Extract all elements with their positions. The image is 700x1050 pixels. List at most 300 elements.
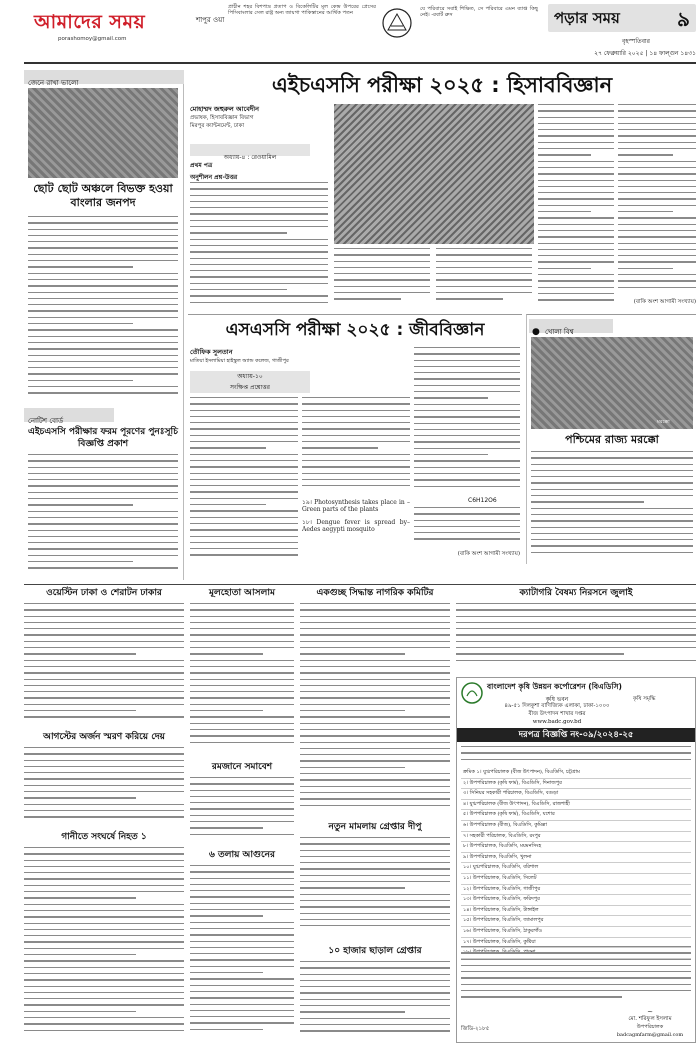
body-text-line — [618, 255, 696, 256]
body-text-line — [300, 881, 450, 882]
ad-table-row: ১৭। উপপরিচালক, বিএডিসি, কুষ্টিয়া — [461, 938, 691, 949]
ad-table-row: ১১। উপপরিচালক, বিএডিসি, সিলেট — [461, 874, 691, 885]
body-text-line — [300, 779, 450, 780]
body-text-line — [28, 530, 178, 531]
section-title: পড়ার সময় — [554, 9, 620, 27]
hsc-col3-body — [436, 248, 532, 308]
body-text-line — [24, 778, 184, 779]
body-text-line — [414, 435, 520, 436]
body-text-line — [461, 759, 691, 760]
hsc-continued: (বাকি অংশ আগামী সংখ্যায়) — [633, 299, 696, 305]
section-tag-jene-rakha: জেনে রাখা ভালো — [24, 70, 184, 84]
body-text-line — [300, 773, 450, 774]
body-text-line — [24, 954, 136, 955]
body-text-line — [28, 473, 178, 474]
body-text-line — [531, 508, 693, 509]
body-text-line — [28, 542, 178, 543]
body-text-line — [190, 729, 294, 730]
body-text-line — [300, 875, 450, 876]
body-text-line — [24, 653, 136, 654]
body-text-line — [190, 896, 294, 897]
body-text-line — [190, 239, 328, 240]
masthead-email: porashomoy@gmail.com — [58, 36, 127, 42]
body-text-line — [190, 922, 294, 923]
body-text-line — [28, 241, 178, 242]
body-text-line — [190, 622, 294, 623]
body-text-line — [334, 267, 430, 268]
body-text-line — [24, 785, 184, 786]
body-text-line — [28, 517, 178, 518]
body-text-line — [334, 292, 430, 293]
body-text-line — [24, 872, 184, 873]
body-text-line — [190, 397, 298, 398]
ad-table-row: ১০। যুগ্মপরিচালক, বিএডিসি, বরিশাল — [461, 863, 691, 874]
hsc-section — [188, 70, 696, 310]
body-text-line — [24, 766, 184, 767]
body-text-line — [414, 385, 520, 386]
body-text-line — [538, 167, 614, 168]
body-text-line — [190, 928, 294, 929]
body-text-line — [538, 293, 614, 294]
ad-table-row: ১৬। উপপরিচালক, বিএডিসি, ঠাকুরগাঁও — [461, 927, 691, 938]
body-text-line — [190, 1004, 294, 1005]
body-text-line — [190, 491, 298, 492]
body-text-line — [302, 454, 410, 455]
body-text-line — [334, 298, 401, 299]
body-text-line — [618, 180, 696, 181]
ssc-chapter-box: অধ্যায়-১০ সংক্ষিপ্ত প্রশ্নোত্তর — [190, 371, 310, 393]
body-text-line — [28, 479, 178, 480]
body-text-line — [618, 268, 673, 269]
body-text-line — [300, 850, 450, 851]
body-text-line — [538, 180, 614, 181]
story-2: মূলহোতা আসলাম — [190, 587, 294, 757]
hsc-author-block — [190, 104, 330, 144]
edition-label: শাপুর ওয়া — [196, 16, 225, 24]
hsc-col1-body — [190, 182, 328, 308]
body-text-line — [28, 266, 133, 267]
body-text-line — [531, 470, 693, 471]
body-text-line — [538, 243, 614, 244]
body-text-line — [24, 897, 136, 898]
body-text-line — [300, 906, 450, 907]
ad-building: কৃষি ভবন — [545, 696, 569, 703]
body-text-line — [190, 628, 294, 629]
body-text-line — [538, 110, 614, 111]
world-headline: পশ্চিমের রাজ্য মরক্কো — [565, 433, 659, 446]
body-text-line — [190, 653, 263, 654]
body-text-line — [28, 247, 178, 248]
body-text-line — [531, 520, 693, 521]
body-text-line — [436, 292, 532, 293]
body-text-line — [190, 479, 298, 480]
body-text-line — [302, 397, 410, 398]
body-text-line — [24, 641, 184, 642]
body-text-line — [618, 224, 696, 225]
body-text-line — [28, 229, 178, 230]
body-text-line — [300, 697, 450, 698]
body-text-line — [28, 392, 178, 393]
body-text-line — [300, 1030, 450, 1031]
ssc-col3-more — [414, 507, 520, 547]
body-text-line — [190, 679, 294, 680]
body-text-line — [300, 1011, 405, 1012]
body-text-line — [190, 603, 294, 604]
body-text-line — [538, 198, 614, 199]
body-text-line — [24, 791, 184, 792]
body-text-line — [414, 404, 520, 405]
body-text-line — [300, 999, 450, 1000]
story-3: একগুচ্ছ সিদ্ধান্ত নাগরিক কমিটির — [300, 587, 450, 817]
body-text-line — [456, 634, 696, 635]
body-text-line — [538, 217, 614, 218]
body-text-line — [414, 448, 520, 449]
body-text-line — [414, 347, 520, 348]
body-text-line — [300, 729, 450, 730]
body-text-line — [190, 1029, 263, 1030]
body-text-line — [190, 213, 328, 214]
body-text-line — [190, 808, 294, 809]
body-text-line — [302, 466, 410, 467]
body-text-line — [190, 504, 266, 505]
world-section — [526, 314, 696, 564]
body-text-line — [538, 192, 614, 193]
body-text-line — [334, 286, 430, 287]
body-text-line — [190, 947, 294, 948]
logo-text: আমাদের সময় — [34, 11, 146, 33]
body-text-line — [414, 397, 488, 398]
body-text-line — [190, 934, 294, 935]
body-text-line — [190, 959, 294, 960]
press-icon — [380, 6, 414, 44]
body-text-line — [190, 647, 294, 648]
ad-table-row: ৪। যুগ্মপরিচালক (বীজ উৎপাদন), বিএডিসি, রাজশাহী — [461, 800, 691, 811]
body-text-line — [300, 634, 450, 635]
body-text-line — [28, 304, 178, 305]
body-text-line — [28, 348, 178, 349]
signature-mark: ~ — [647, 1008, 653, 1016]
story-6: আগস্টের অর্জন স্মরণ করিয়ে দেয় — [24, 731, 184, 827]
body-text-line — [538, 224, 614, 225]
body-text-line — [24, 772, 184, 773]
body-text-line — [28, 504, 133, 505]
body-text-line — [190, 245, 328, 246]
story-1: ওয়েস্টিন ঢাকা ও শেরাটন ঢাকার — [24, 587, 184, 727]
body-text-line — [24, 760, 184, 761]
body-text-line — [302, 441, 410, 442]
page-number: ৯ — [677, 7, 690, 31]
body-text-line — [618, 173, 696, 174]
story-8: নতুন মামলায় গ্রেপ্তার দীপু — [300, 821, 450, 941]
body-text-line — [538, 287, 614, 288]
map-illustration — [28, 88, 178, 178]
body-text-line — [300, 685, 450, 686]
body-text-line — [24, 1011, 136, 1012]
body-text-line — [24, 973, 184, 974]
world-tag: ● খোলা বিশ্ব — [529, 319, 613, 333]
body-text-line — [461, 971, 691, 972]
ssc-english-2: ১৮। Dengue fever is spread by– Aedes aegypti mosquito — [302, 519, 410, 533]
ad-table-row: ক্রমিক ১। যুগ্মপরিচালক (বীজ উৎপাদন), বিএডিসি, চট্টগ্রাম — [461, 768, 691, 779]
ssc-author-block — [190, 347, 350, 371]
body-text-line — [190, 827, 263, 828]
body-text-line — [538, 211, 591, 212]
body-text-line — [28, 235, 178, 236]
body-text-line — [300, 760, 450, 761]
body-text-line — [531, 451, 693, 452]
body-text-line — [456, 628, 696, 629]
body-text-line — [28, 342, 178, 343]
body-text-line — [436, 254, 532, 255]
body-text-line — [190, 529, 298, 530]
body-text-line — [300, 862, 450, 863]
body-text-line — [24, 797, 136, 798]
body-text-line — [300, 622, 450, 623]
body-text-line — [300, 961, 450, 962]
body-text-line — [24, 923, 184, 924]
body-text-line — [538, 261, 614, 262]
body-text-line — [190, 742, 294, 743]
body-text-line — [618, 205, 696, 206]
hsc-author-school: মিরপুর ক্যান্টনমেন্ট, ঢাকা — [190, 123, 245, 129]
body-text-line — [190, 685, 294, 686]
body-text-line — [190, 188, 328, 189]
body-text-line — [24, 916, 184, 917]
world-body — [531, 451, 693, 561]
body-text-line — [24, 634, 184, 635]
body-text-line — [414, 416, 520, 417]
body-text-line — [300, 716, 450, 717]
body-text-line — [190, 723, 294, 724]
body-text-line — [300, 754, 450, 755]
ad-table-row: ৯। উপপরিচালক, বিএডিসি, খুলনা — [461, 853, 691, 864]
body-text-line — [618, 161, 696, 162]
body-text-line — [28, 317, 178, 318]
body-text-line — [190, 289, 287, 290]
body-text-line — [538, 104, 614, 105]
ad-dept: বীজ উৎপাদন শাখার দপ্তর — [528, 711, 586, 717]
body-text-line — [618, 249, 696, 250]
body-text-line — [24, 904, 184, 905]
hsc-question-header: অনুশীলন প্রশ্ন-উত্তর — [190, 174, 238, 181]
body-text-line — [414, 460, 520, 461]
hsc-exam-photo — [334, 104, 534, 244]
body-text-line — [461, 977, 691, 978]
body-text-line — [538, 280, 614, 281]
body-text-line — [190, 498, 298, 499]
body-text-line — [24, 967, 184, 968]
body-text-line — [618, 123, 696, 124]
body-text-line — [414, 486, 520, 487]
body-text-line — [28, 298, 178, 299]
body-text-line — [414, 479, 520, 480]
body-text-line — [190, 232, 287, 233]
body-text-line — [28, 222, 178, 223]
body-text-line — [531, 545, 693, 546]
ssc-headline: এসএসসি পরীক্ষা ২০২৫ : জীববিজ্ঞান — [225, 320, 485, 340]
body-text-line — [436, 298, 503, 299]
body-text-line — [531, 514, 693, 515]
body-text-line — [538, 268, 591, 269]
ad-signature: ~ মো. শরিফুল ইসলাম উপপরিচালক badcagmfarm@gmail.com — [607, 1008, 693, 1042]
body-text-line — [190, 302, 328, 303]
body-text-line — [24, 716, 184, 717]
body-text-line — [456, 660, 696, 661]
section-banner — [548, 4, 696, 32]
body-text-line — [300, 647, 450, 648]
body-text-line — [190, 1010, 294, 1011]
body-text-line — [300, 723, 450, 724]
body-text-line — [190, 295, 328, 296]
body-text-line — [618, 280, 696, 281]
body-text-line — [414, 429, 520, 430]
body-text-line — [302, 410, 410, 411]
body-text-line — [300, 786, 450, 787]
body-text-line — [300, 974, 450, 975]
body-text-line — [334, 279, 430, 280]
body-text-line — [302, 403, 410, 404]
body-text-line — [190, 220, 328, 221]
body-text-line — [414, 378, 520, 379]
body-text-line — [618, 154, 673, 155]
body-text-line — [24, 710, 136, 711]
body-text-line — [24, 616, 184, 617]
body-text-line — [618, 274, 696, 275]
hsc-author: মোহাম্মদ জহুরুল আবেদীন — [190, 105, 259, 113]
body-text-line — [24, 660, 184, 661]
body-text-line — [28, 467, 178, 468]
body-text-line — [414, 520, 520, 521]
body-text-line — [24, 603, 184, 604]
body-text-line — [24, 891, 184, 892]
body-text-line — [618, 104, 696, 105]
body-text-line — [28, 373, 178, 374]
body-text-line — [190, 884, 294, 885]
body-text-line — [461, 996, 622, 997]
story-7: ৬ তলায় আগুনের — [190, 849, 294, 1045]
body-text-line — [300, 616, 450, 617]
body-text-line — [28, 336, 178, 337]
body-text-line — [300, 837, 450, 838]
logo — [34, 8, 194, 34]
body-text-line — [190, 796, 294, 797]
body-text-line — [190, 666, 294, 667]
body-text-line — [190, 466, 298, 467]
body-text-line — [302, 435, 410, 436]
body-text-line — [618, 236, 696, 237]
body-text-line — [24, 992, 184, 993]
body-text-line — [461, 946, 691, 947]
body-text-line — [538, 186, 614, 187]
body-text-line — [302, 447, 378, 448]
body-text-line — [24, 679, 184, 680]
body-text-line — [190, 201, 328, 202]
body-text-line — [190, 410, 298, 411]
body-text-line — [190, 182, 328, 183]
body-text-line — [461, 952, 691, 953]
body-text-line — [190, 985, 294, 986]
body-text-line — [334, 261, 430, 262]
body-text-line — [538, 148, 614, 149]
ad-slogan: কৃষি সমৃদ্ধি — [633, 696, 656, 702]
body-text-line — [24, 1023, 184, 1024]
body-text-line — [24, 685, 184, 686]
body-text-line — [414, 473, 520, 474]
body-text-line — [300, 843, 450, 844]
body-text-line — [24, 672, 184, 673]
body-text-line — [24, 691, 184, 692]
body-text-line — [618, 192, 696, 193]
body-text-line — [531, 501, 644, 502]
body-text-line — [190, 485, 298, 486]
ad-address: ৪৯-৫১ দিলকুশা বাণিজ্যিক এলাকা, ঢাকা-১০০০ — [504, 703, 610, 709]
body-text-line — [24, 910, 184, 911]
body-text-line — [190, 473, 298, 474]
body-text-line — [190, 258, 328, 259]
badc-logo — [461, 682, 483, 704]
body-text-line — [334, 248, 430, 249]
left-column — [24, 70, 184, 580]
body-text-line — [461, 990, 691, 991]
body-text-line — [300, 967, 450, 968]
body-text-line — [538, 142, 614, 143]
body-text-line — [618, 135, 696, 136]
body-text-line — [300, 887, 405, 888]
ad-org: বাংলাদেশ কৃষি উন্নয়ন কর্পোরেশন (বিএডিসি) — [487, 682, 622, 691]
body-text-line — [334, 273, 430, 274]
body-text-line — [531, 489, 693, 490]
body-text-line — [28, 511, 178, 512]
body-text-line — [461, 746, 691, 747]
body-text-line — [300, 925, 450, 926]
body-text-line — [190, 548, 298, 549]
body-text-line — [414, 507, 520, 508]
body-text-line — [300, 660, 450, 661]
body-text-line — [414, 372, 520, 373]
body-text-line — [414, 353, 520, 354]
body-text-line — [618, 211, 673, 212]
body-text-line — [461, 984, 691, 985]
body-text-line — [300, 691, 450, 692]
ad-website: www.badc.gov.bd — [532, 719, 582, 725]
body-text-line — [190, 1016, 294, 1017]
body-text-line — [190, 660, 294, 661]
body-text-line — [302, 479, 410, 480]
body-text-line — [190, 821, 294, 822]
body-text-line — [414, 410, 520, 411]
body-text-line — [28, 310, 178, 311]
body-text-line — [24, 753, 184, 754]
ssc-formula: C6H12O6 — [468, 497, 497, 504]
ad-code: জিডি-২১৮৫ — [461, 1026, 490, 1032]
body-text-line — [300, 980, 450, 981]
body-text-line — [24, 609, 184, 610]
body-text-line — [190, 966, 294, 967]
body-text-line — [538, 205, 614, 206]
issue-day: বৃহস্পতিবার — [622, 38, 650, 45]
body-text-line — [190, 454, 298, 455]
body-text-line — [414, 366, 520, 367]
body-text-line — [24, 986, 184, 987]
body-text-line — [436, 286, 532, 287]
world-photo-caption: মরক্কো — [657, 419, 670, 425]
body-text-line — [436, 279, 532, 280]
body-text-line — [456, 603, 696, 604]
body-text-line — [24, 998, 184, 999]
ssc-col2-body — [302, 397, 410, 497]
body-text-line — [28, 361, 178, 362]
body-text-line — [302, 485, 410, 486]
